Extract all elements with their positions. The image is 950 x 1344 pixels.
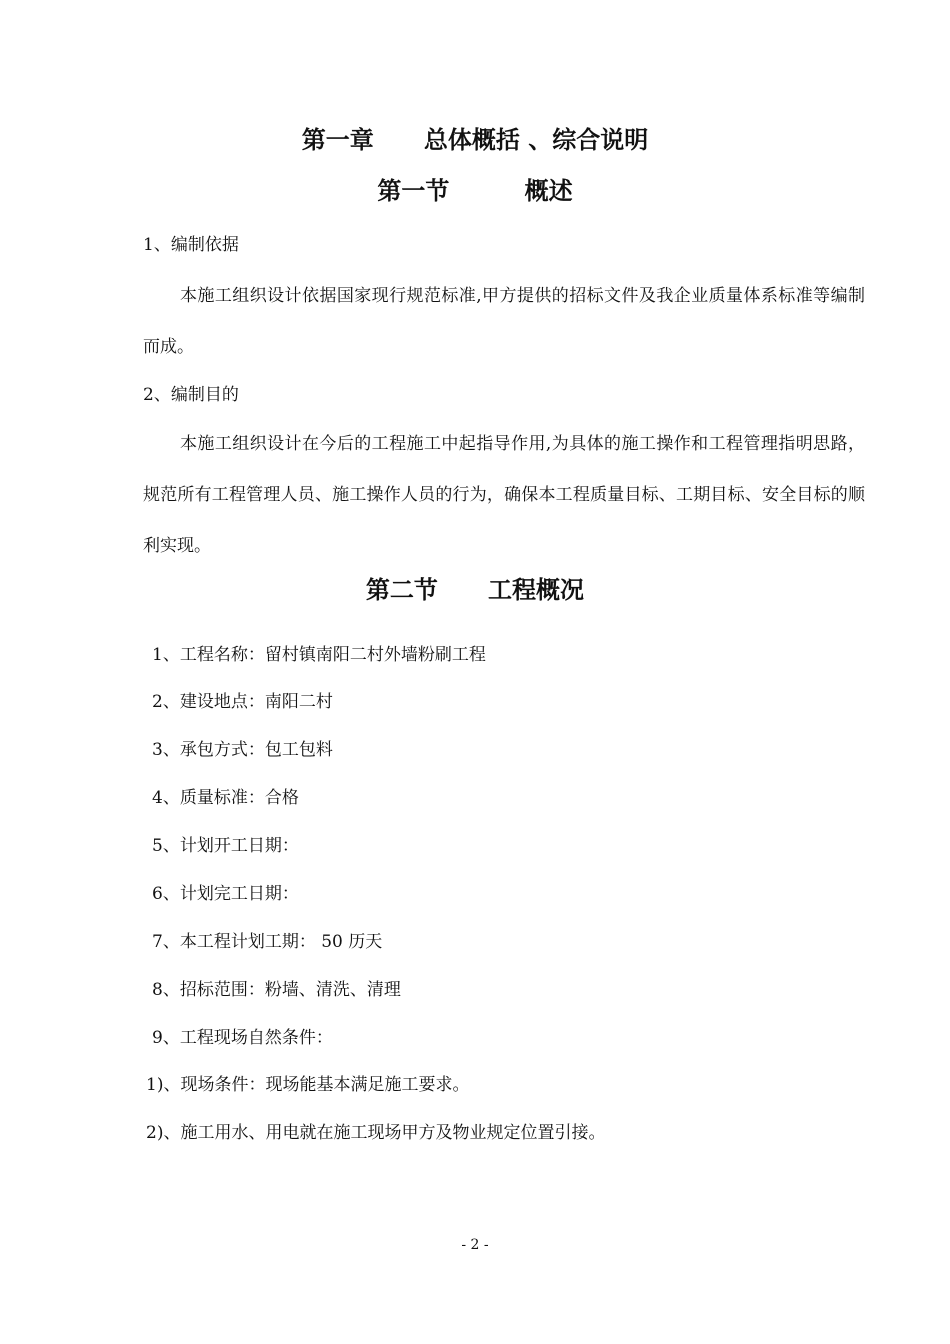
paragraph: 本施工组织设计依据国家现行规范标准,甲方提供的招标文件及我企业质量体系标准等编制而成。 [143, 286, 865, 357]
list-item: 9、工程现场自然条件： [152, 1028, 333, 1048]
section-title: 第一节 概述 [377, 177, 573, 205]
list-item: 8、招标范围：粉墙、清洗、清理 [152, 980, 401, 1000]
list-item: 2、建设地点：南阳二村 [152, 692, 333, 712]
chapter-title: 第一章 总体概括 、综合说明 [301, 126, 649, 154]
item-heading: 2、编制目的 [143, 385, 239, 405]
section-title: 第二节 工程概况 [365, 576, 585, 604]
list-item: 4、质量标准：合格 [152, 788, 299, 808]
paragraph: 本施工组织设计在今后的工程施工中起指导作用,为具体的施工操作和工程管理指明思路，规范所有工程管理人员、施工操作人员的行为，确保本工程质量目标、工期目标、安全目标的顺利实现。 [143, 434, 865, 556]
list-item: 5、计划开工日期： [152, 836, 299, 856]
list-item: 6、计划完工日期： [152, 884, 299, 904]
list-item: 2)、施工用水、用电就在施工现场甲方及物业规定位置引接。 [146, 1123, 606, 1143]
list-item: 3、承包方式：包工包料 [152, 740, 333, 760]
item-heading: 1、编制依据 [143, 235, 239, 255]
list-item: 1)、现场条件：现场能基本满足施工要求。 [146, 1075, 470, 1095]
list-item: 7、本工程计划工期： 50 历天 [152, 932, 383, 952]
page-number: - 2 - [461, 1237, 489, 1253]
list-item: 1、工程名称：留村镇南阳二村外墙粉刷工程 [152, 645, 486, 665]
